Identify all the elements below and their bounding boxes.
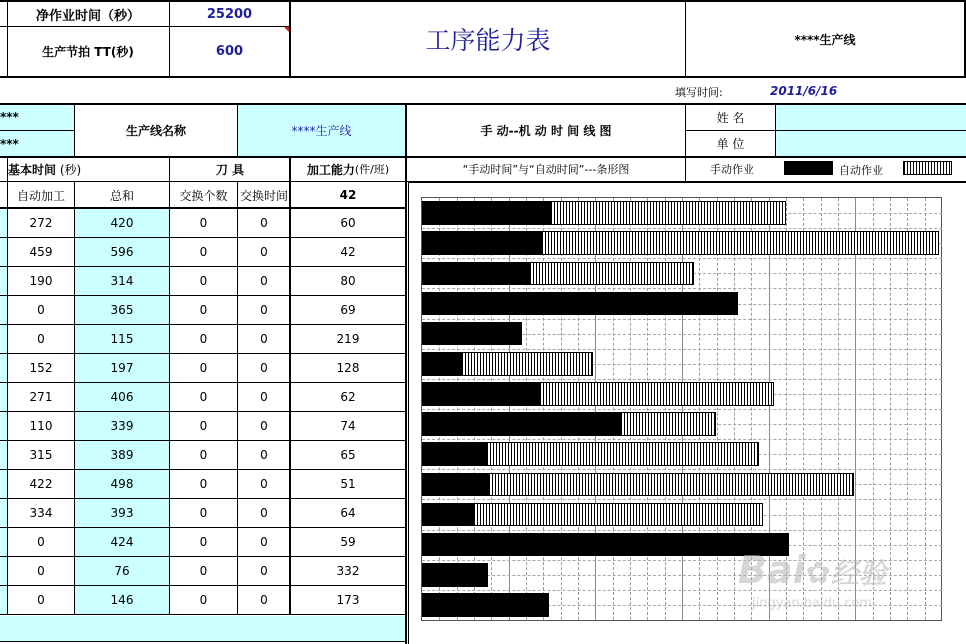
cell-exchange-count: 0 — [199, 593, 208, 607]
grid-line — [0, 295, 406, 296]
grid-line — [0, 585, 406, 586]
cell-capacity: 128 — [336, 361, 360, 375]
grid-line — [7, 157, 8, 615]
legend-auto-label: 自动作业 — [839, 164, 883, 177]
bar-manual — [422, 352, 461, 376]
chart-title: 手 动--机 动 时 间 线 图 — [480, 124, 612, 138]
cell-auto: 271 — [29, 390, 53, 404]
cell-total: 596 — [75, 238, 169, 266]
bar-manual — [422, 503, 473, 527]
bar-auto — [620, 412, 715, 436]
watermark-brand-text: Bai — [738, 548, 806, 592]
chart-gridline-y — [422, 469, 942, 470]
grid-line — [686, 130, 966, 131]
cell-capacity: 60 — [340, 216, 356, 230]
chart-gridline-y — [422, 379, 942, 380]
bar-manual — [422, 473, 488, 497]
grid-line — [0, 469, 406, 470]
cell-total: 424 — [75, 528, 169, 556]
row-left-cell — [0, 238, 7, 266]
grid-line — [405, 104, 407, 644]
row-left-cell — [0, 528, 7, 556]
grid-line — [0, 130, 74, 131]
cell-total: 498 — [75, 470, 169, 498]
cell-capacity: 51 — [340, 477, 356, 491]
cell-exchange-count: 0 — [199, 506, 208, 520]
tool-header: 刀 具 — [215, 162, 245, 177]
grid-line — [685, 104, 686, 181]
cell-total: 393 — [75, 499, 169, 527]
cell-auto: 315 — [29, 448, 53, 462]
row-left-cell — [0, 325, 7, 353]
cell-auto: 0 — [37, 564, 45, 578]
capacity-header — [291, 157, 405, 181]
cell-exchange-time: 0 — [260, 332, 268, 346]
row-left-cell — [0, 267, 7, 295]
cell-exchange-time: 0 — [260, 506, 268, 520]
exchange-time-header: 交换时间 — [239, 188, 288, 203]
grid-line — [0, 156, 966, 158]
cell-exchange-time: 0 — [260, 245, 268, 259]
cell-exchange-time: 0 — [260, 216, 268, 230]
cell-exchange-time: 0 — [260, 274, 268, 288]
auto-header: 自动加工 — [16, 188, 65, 203]
cell-total: 406 — [75, 383, 169, 411]
bar-manual — [422, 231, 541, 255]
takt-time-value: 600 — [215, 44, 244, 59]
row-left-cell — [0, 470, 7, 498]
cell-exchange-count: 0 — [199, 216, 208, 230]
grid-line — [237, 182, 238, 615]
cell-exchange-count: 0 — [199, 448, 208, 462]
cell-auto: 110 — [29, 419, 53, 433]
bar-auto — [529, 262, 694, 286]
grid-line — [74, 182, 75, 615]
legend-manual-swatch — [784, 161, 833, 175]
chart-gridline-y — [422, 439, 942, 440]
unit-field[interactable] — [776, 131, 966, 156]
cell-auto: 0 — [37, 332, 45, 346]
bar-manual — [422, 201, 550, 225]
bar-manual — [422, 442, 486, 466]
grid-line — [0, 103, 966, 105]
grid-line — [0, 527, 406, 528]
watermark-url: jingyan.baidu.com — [752, 596, 872, 611]
grid-line — [0, 181, 966, 182]
net-time-label: 净作业时间（秒） — [35, 8, 140, 24]
chart-gridline-y — [422, 258, 942, 259]
capacity-min: 42 — [339, 188, 357, 202]
basic-time-label: 基本时间 — [8, 163, 57, 177]
grid-line — [0, 266, 406, 267]
bar-manual — [422, 262, 529, 286]
bar-auto — [550, 201, 786, 225]
bar-auto — [461, 352, 593, 376]
info-left-bottom: *** — [0, 137, 19, 151]
bar-manual — [422, 412, 620, 436]
grid-line — [289, 157, 291, 615]
chart-gridline-y — [422, 409, 942, 410]
cell-exchange-time: 0 — [260, 477, 268, 491]
grid-line — [0, 641, 406, 642]
cell-exchange-count: 0 — [199, 332, 208, 346]
cell-auto: 152 — [29, 361, 53, 375]
cell-capacity: 74 — [340, 419, 356, 433]
cell-exchange-time: 0 — [260, 390, 268, 404]
grid-line — [0, 440, 406, 441]
bar-manual — [422, 382, 539, 406]
row-left-cell — [0, 412, 7, 440]
paw-icon: ✿ — [805, 556, 831, 591]
cell-total: 76 — [75, 557, 169, 585]
grid-line — [0, 382, 406, 383]
grid-line — [0, 76, 966, 78]
bar-manual — [422, 593, 549, 617]
cell-exchange-count: 0 — [199, 419, 208, 433]
cell-capacity: 332 — [336, 564, 360, 578]
cell-total: 314 — [75, 267, 169, 295]
grid-line — [0, 26, 290, 27]
grid-line — [0, 0, 966, 2]
chart-gridline-y — [422, 228, 942, 229]
cell-total: 420 — [75, 209, 169, 237]
bar-auto — [473, 503, 762, 527]
cell-total: 339 — [75, 412, 169, 440]
basic-time-unit: (秒) — [59, 163, 82, 177]
grid-line — [169, 157, 170, 615]
chart-gridline-y — [422, 530, 942, 531]
line-name-value: ****生产线 — [238, 105, 405, 156]
bar-manual — [422, 322, 522, 346]
net-time-value: 25200 — [206, 6, 253, 22]
grid-line — [7, 0, 8, 78]
cell-capacity: 62 — [340, 390, 356, 404]
cell-total: 197 — [75, 354, 169, 382]
bar-manual — [422, 292, 738, 316]
cell-auto: 0 — [37, 303, 45, 317]
cell-auto: 334 — [29, 506, 53, 520]
legend-caption: “手动时间”与“自动时间”---条形图 — [462, 163, 630, 176]
exchange-count-header: 交换个数 — [179, 188, 228, 203]
takt-time-label: 生产节拍 TT(秒) — [42, 45, 134, 59]
grid-line — [0, 411, 406, 412]
chart-gridline-y — [422, 499, 942, 500]
bar-manual — [422, 533, 789, 557]
page-title: 工序能力表 — [425, 26, 551, 55]
bar-auto — [539, 382, 774, 406]
cell-capacity: 59 — [340, 535, 356, 549]
legend-manual-label: 手动作业 — [710, 163, 754, 176]
capacity-label: 加工能力 — [306, 162, 355, 177]
grid-line — [0, 237, 406, 238]
grid-line — [685, 0, 686, 78]
cell-exchange-count: 0 — [199, 390, 208, 404]
empty-row-bg — [0, 616, 405, 641]
cell-capacity: 219 — [336, 332, 360, 346]
cell-exchange-time: 0 — [260, 361, 268, 375]
header-line-name: ****生产线 — [794, 32, 856, 47]
cell-exchange-time: 0 — [260, 448, 268, 462]
grid-line — [0, 498, 406, 499]
cell-capacity: 69 — [340, 303, 356, 317]
legend-auto-swatch — [903, 161, 952, 175]
cell-exchange-count: 0 — [199, 361, 208, 375]
cell-total: 389 — [75, 441, 169, 469]
name-field[interactable] — [776, 105, 966, 130]
chart-gridline-y — [422, 349, 942, 350]
cell-exchange-time: 0 — [260, 303, 268, 317]
cell-auto: 0 — [37, 593, 45, 607]
grid-line — [0, 353, 406, 354]
grid-line — [775, 104, 776, 156]
cell-exchange-count: 0 — [199, 535, 208, 549]
cell-exchange-count: 0 — [199, 564, 208, 578]
fill-time-label: 填写时间: — [675, 86, 723, 99]
bar-manual — [422, 563, 488, 587]
cell-exchange-count: 0 — [199, 245, 208, 259]
chart-gridline-y — [422, 319, 942, 320]
bar-auto — [488, 473, 854, 497]
fill-time-value: 2011/6/16 — [770, 84, 838, 98]
cell-total: 146 — [75, 586, 169, 614]
cell-exchange-time: 0 — [260, 535, 268, 549]
row-left-cell — [0, 586, 7, 614]
watermark-brand — [738, 548, 887, 592]
row-left-cell — [0, 441, 7, 469]
cell-auto: 459 — [29, 245, 53, 259]
line-name-label: 生产线名称 — [125, 124, 186, 138]
unit-label: 单 位 — [716, 137, 745, 151]
grid-line — [169, 0, 170, 78]
grid-line — [0, 614, 406, 615]
grid-line — [237, 104, 238, 156]
cell-auto: 422 — [29, 477, 53, 491]
row-left-cell — [0, 383, 7, 411]
basic-time-header — [8, 161, 81, 178]
cell-exchange-count: 0 — [199, 274, 208, 288]
capacity-unit: (件/班) — [354, 163, 390, 176]
row-left-cell — [0, 499, 7, 527]
cell-auto: 190 — [29, 274, 53, 288]
grid-line — [0, 324, 406, 325]
cell-exchange-time: 0 — [260, 564, 268, 578]
row-left-cell — [0, 209, 7, 237]
info-left-top: *** — [0, 110, 19, 124]
bar-auto — [541, 231, 939, 255]
grid-line — [289, 0, 291, 78]
cell-exchange-time: 0 — [260, 593, 268, 607]
grid-line — [0, 207, 406, 209]
grid-line — [0, 556, 406, 557]
total-header: 总和 — [109, 188, 134, 203]
row-left-cell — [0, 557, 7, 585]
cell-exchange-count: 0 — [199, 477, 208, 491]
cell-capacity: 80 — [340, 274, 356, 288]
cell-exchange-count: 0 — [199, 303, 208, 317]
cell-capacity: 65 — [340, 448, 356, 462]
bar-auto — [486, 442, 759, 466]
chart-gridline-y — [422, 288, 942, 289]
grid-line — [74, 104, 75, 156]
cell-exchange-time: 0 — [260, 419, 268, 433]
cell-auto: 0 — [37, 535, 45, 549]
watermark-brand-tail: 经验 — [830, 557, 887, 590]
cell-capacity: 64 — [340, 506, 356, 520]
cell-capacity: 42 — [340, 245, 356, 259]
cell-total: 115 — [75, 325, 169, 353]
name-label: 姓 名 — [716, 111, 745, 125]
cell-total: 365 — [75, 296, 169, 324]
row-left-cell — [0, 354, 7, 382]
cell-auto: 272 — [29, 216, 53, 230]
row-left-cell — [0, 296, 7, 324]
cell-capacity: 173 — [336, 593, 360, 607]
